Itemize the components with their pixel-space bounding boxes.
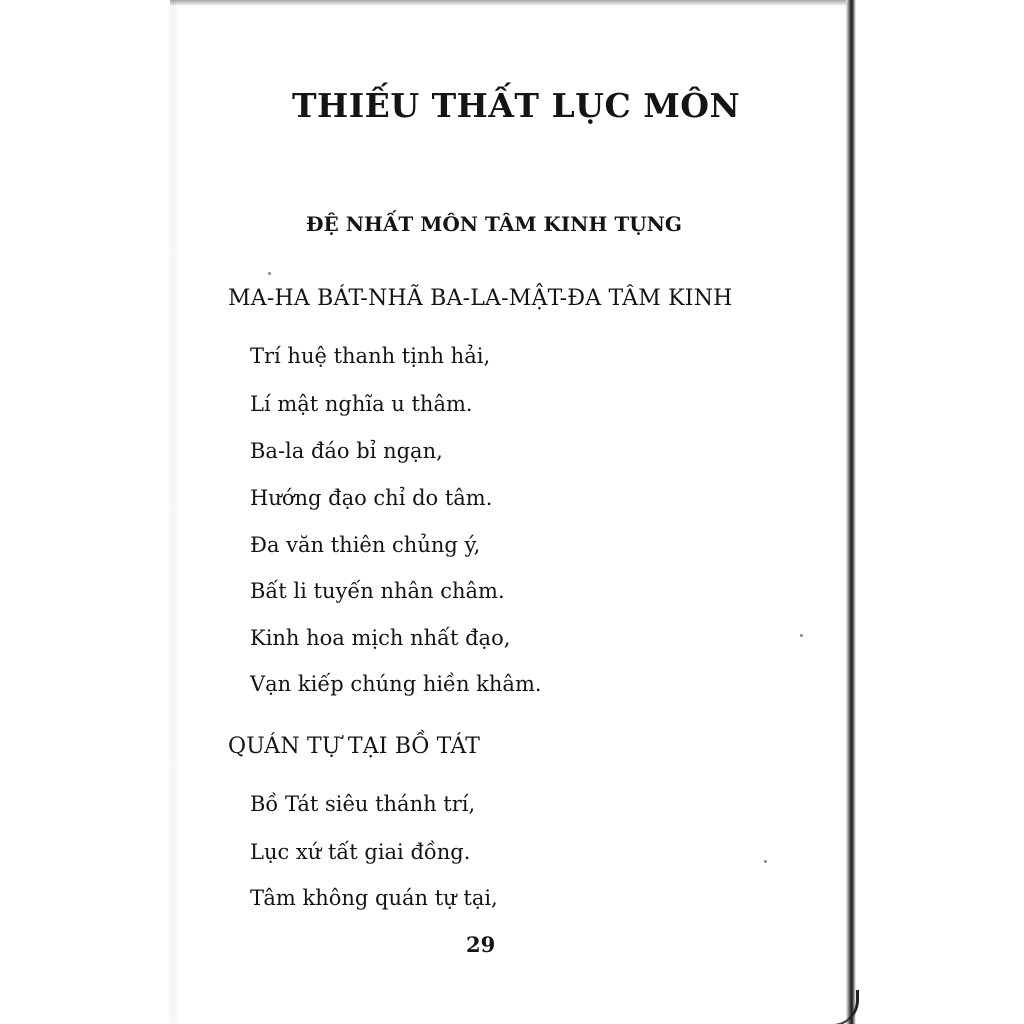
print-speck — [268, 272, 271, 275]
spine-shadow — [168, 0, 178, 1024]
verse-line: Kinh hoa mịch nhất đạo, — [250, 626, 511, 650]
verse-line: Vạn kiếp chúng hiền khâm. — [250, 672, 542, 696]
section-heading: MA-HA BÁT-NHÃ BA-LA-MẬT-ĐA TÂM KINH — [228, 286, 733, 311]
page-title: THIẾU THẤT LỤC MÔN — [292, 86, 741, 125]
page-edge-top — [170, 0, 850, 6]
page-number: 29 — [466, 932, 496, 957]
section-heading: QUÁN TỰ TẠI BỒ TÁT — [228, 734, 481, 759]
verse-line: Hướng đạo chỉ do tâm. — [250, 486, 493, 510]
page-edge-right — [846, 0, 856, 1024]
verse-line: Ba-la đáo bỉ ngạn, — [250, 439, 443, 463]
verse-line: Đa văn thiên chủng ý, — [250, 533, 481, 557]
verse-line: Bồ Tát siêu thánh trí, — [250, 792, 476, 816]
verse-line: Tâm không quán tự tại, — [250, 886, 498, 910]
verse-line: Bất li tuyến nhân châm. — [250, 579, 505, 603]
verse-line: Lí mật nghĩa u thâm. — [250, 392, 473, 416]
chapter-subtitle: ĐỆ NHẤT MÔN TÂM KINH TỤNG — [306, 212, 683, 236]
print-speck — [800, 634, 803, 637]
print-speck — [764, 860, 767, 863]
verse-line: Trí huệ thanh tịnh hải, — [250, 344, 491, 368]
verse-line: Lục xứ tất giai đồng. — [250, 840, 471, 864]
